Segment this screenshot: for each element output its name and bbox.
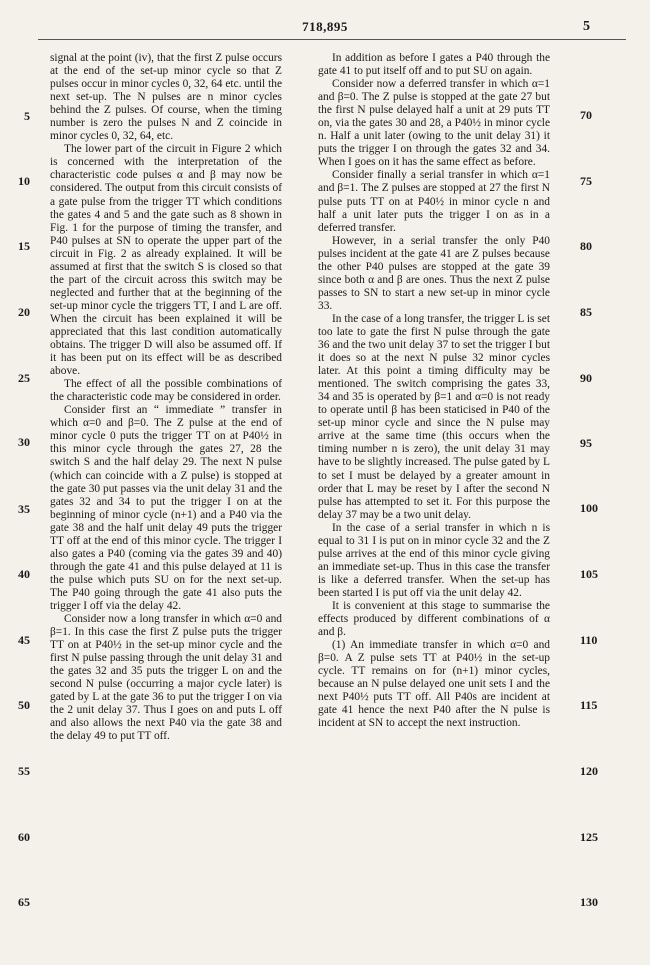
line-number: 80 — [580, 239, 592, 253]
page-number: 5 — [583, 19, 590, 34]
line-number: 120 — [580, 764, 598, 778]
line-number: 65 — [18, 895, 30, 909]
line-number: 55 — [18, 764, 30, 778]
line-number: 110 — [580, 633, 598, 647]
line-number: 85 — [580, 305, 592, 319]
line-number: 125 — [580, 830, 598, 844]
line-number: 70 — [580, 108, 592, 122]
paragraph: Consider finally a serial transfer in which α=1 and β=1. The Z pulses are stopped at 27 the first N pulse puts TT on at P40½ in minor cycle n and half a unit later puts the trigger I on as in a deferred transfer. — [318, 169, 550, 234]
right-column — [318, 52, 550, 730]
line-number: 100 — [580, 501, 598, 515]
line-number: 95 — [580, 436, 592, 450]
line-number: 30 — [18, 435, 30, 449]
line-number: 40 — [18, 567, 30, 581]
line-number: 115 — [580, 698, 598, 712]
paragraph: The effect of all the possible combinations of the characteristic code may be considered in order. — [50, 378, 282, 404]
patent-number: 718,895 — [302, 19, 348, 34]
line-number: 90 — [580, 371, 592, 385]
line-number: 15 — [18, 239, 30, 253]
paragraph: In the case of a long transfer, the trigger L is set too late to gate the first N pulse through the gate 36 and the two unit delay 37 to set the trigger I but it does so at the next N pulse 32 minor cycles later. At this point a timing difficulty may be mentioned. The switch comprising the gates 33, 34 and 35 is operated by β=1 and α=0 is not ready to operate until β has been staticised in P40 of the set-up minor cycle and since the N pulse may arrive at the same time (this occurs when the timing number n is zero), the unit delay 31 may have to be slightly increased. The pulse gated by L to set I must be delayed by a greater amount in order that L may be reset by I after the second N pulse has attempted to set it. For this purpose the delay 37 may be a two unit delay. — [318, 312, 550, 521]
paragraph: The lower part of the circuit in Figure 2 which is concerned with the interpretation of the characteristic code pulses α and β may now be considered. The output from this circuit consists of a gate pulse from the trigger TT which conditions the gates 4 and 5 and the gate such as 8 shown in Fig. 1 for the purpose of timing the transfer, and P40 pulses at SN to operate the upper part of the circuit in Fig. 2 as already explained. It will be assumed at first that the switch S is closed so that the part of the circuit across this switch may be neglected and further that at the beginning of the set-up minor cycle the triggers TT, I and L are off. When the circuit has been explained it will be appreciated that this last condition automatically obtains. The trigger D will also be assumed off. If it has been put on its effect will be as described above. — [50, 143, 282, 378]
paragraph: signal at the point (iv), that the first Z pulse occurs at the end of the set-up minor cycle so that Z pulses occur in minor cycles 0, 32, 64 etc. until the next set-up. The N pulses are n minor cycles behind the Z pulses. Of course, when the timing number is zero the pulses N and Z coincide in minor cycles 0, 32, 64, etc. — [50, 52, 282, 143]
line-number: 35 — [18, 502, 30, 516]
paragraph: Consider first an “ immediate ” transfer in which α=0 and β=0. The Z pulse at the end of minor cycle 0 puts the trigger TT on at P40½ in this minor cycle through the gates 27, 28 the switch S and the half delay 29. The next N pulse (which can coincide with a Z pulse) is stopped at the gate 30 put passes via the unit delay 31 and the gates 32 and 34 to put the trigger I on at the beginning of minor cycle (n+1) and a P40 via the gate 38 and the half unit delay 49 puts the trigger TT off at the end of this minor cycle. The trigger I also gates a P40 (coming via the gates 39 and 40) through the gate 41 and this pulse delayed at 11 is the pulse which puts SU on for the next set-up. The P40 going through the gate 41 also puts the trigger I off via the delay 42. — [50, 404, 282, 612]
paragraph: In addition as before I gates a P40 through the gate 41 to put itself off and to put SU on again. — [318, 52, 550, 78]
line-number: 130 — [580, 895, 598, 909]
paragraph: It is convenient at this stage to summarise the effects produced by different combinations of α and β. — [318, 599, 550, 639]
left-column — [50, 52, 282, 743]
line-number: 45 — [18, 633, 30, 647]
line-number: 5 — [24, 109, 30, 123]
paragraph: However, in a serial transfer the only P40 pulses incident at the gate 41 are Z pulses because the other P40 pulses are stopped at the gate 39 since both α and β are ones. Thus the next Z pulse passes to SN to start a new set-up in minor cycle 33. — [318, 234, 550, 312]
line-number: 10 — [18, 174, 30, 188]
line-number: 20 — [18, 305, 30, 319]
line-number: 75 — [580, 174, 592, 188]
line-number: 25 — [18, 371, 30, 385]
line-number: 50 — [18, 698, 30, 712]
paragraph: Consider now a deferred transfer in which α=1 and β=0. The Z pulse is stopped at the gate 27 but the first N pulse delayed half a unit at 29 puts TT on, via the gates 30 and 28, a P40½ in minor cycle n. Half a unit later (owing to the unit delay 31) it puts the trigger I on through the gates 32 and 34. When I goes on it has the same effect as before. — [318, 78, 550, 169]
line-number: 60 — [18, 830, 30, 844]
line-number: 105 — [580, 567, 598, 581]
paragraph: Consider now a long transfer in which α=0 and β=1. In this case the first Z pulse puts the trigger TT on at P40½ in the set-up minor cycle and the first N pulse passing through the unit delay 31 and the gates 32 and 35 puts the trigger L on and the second N pulse (occurring a major cycle later) is gated by L at the gate 36 to put the trigger I on via the 2 unit delay 37. Thus I goes on and puts L off and also allows the next P40 via the gate 38 and the delay 49 to put TT off. — [50, 613, 282, 743]
paragraph: In the case of a serial transfer in which n is equal to 31 I is put on in minor cycle 32 and the Z pulse arrives at the end of this minor cycle giving an immediate set-up. Thus in this case the transfer is like a deferred transfer. When the set-up has been started I is put off via the unit delay 42. — [318, 521, 550, 599]
paragraph: (1) An immediate transfer in which α=0 and β=0. A Z pulse sets TT at P40½ in the set-up cycle. TT remains on for (n+1) minor cycles, because an N pulse delayed one unit sets I and the next P40½ puts TT off. All P40s are incident at gate 41 hence the next P40 after the N pulse is incident at SN to accept the next instruction. — [318, 639, 550, 730]
header-rule — [38, 39, 626, 40]
